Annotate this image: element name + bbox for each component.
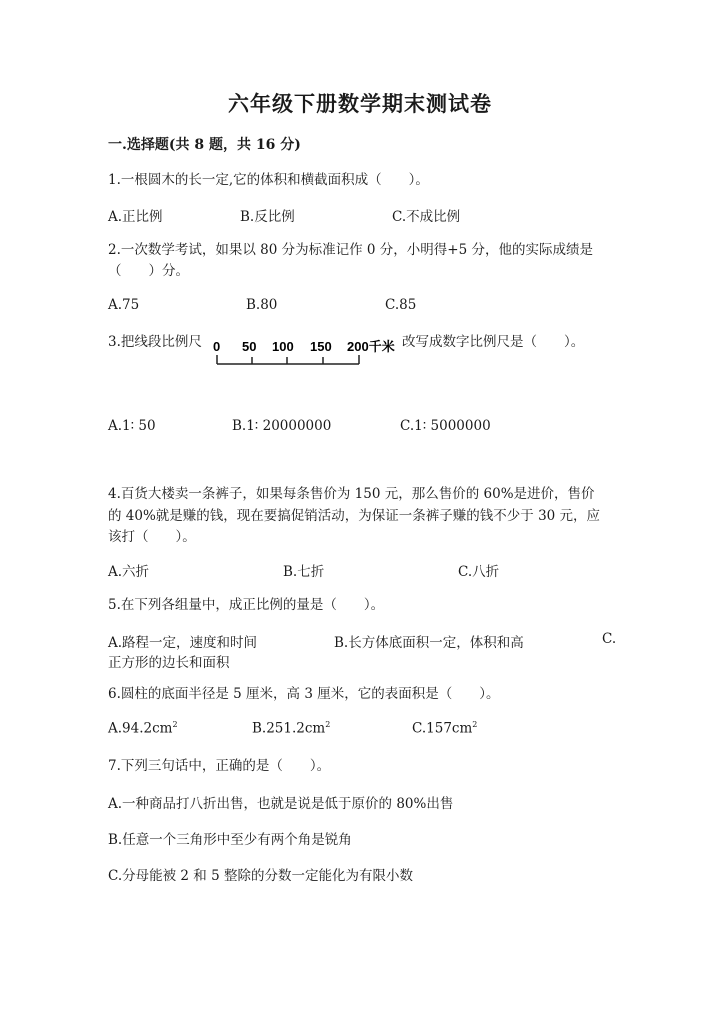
question-3-after: 改写成数字比例尺是（ ）。 <box>402 334 585 350</box>
q6-option-a: $A.94.2cm^2$ <box>108 720 178 737</box>
page-title: 六年级下册数学期末测试卷 <box>228 91 492 116</box>
q1-option-c: C.不成比例 <box>392 209 461 225</box>
section-heading: 一.选择题(共 8 题，共 16 分) <box>108 137 301 153</box>
q4-option-b: B.七折 <box>283 564 325 580</box>
q6-option-c: $C.157cm^2$ <box>412 720 478 737</box>
q2-option-b: B.80 <box>246 297 278 313</box>
q7-option-b: B.任意一个三角形中至少有两个角是锐角 <box>108 832 352 848</box>
question-2: 2.一次数学考试，如果以 80 分为标准记作 0 分，小明得+5 分，他的实际成绩是（ ）分。 <box>108 242 594 279</box>
q5-option-b: B.长方体底面积一定，体积和高 <box>334 635 524 651</box>
scale-tick-150: 150 <box>310 339 332 354</box>
q5-option-c-label: C. <box>602 631 617 647</box>
q1-option-a: A.正比例 <box>108 209 163 225</box>
q6-option-b: $B.251.2cm^2$ <box>252 720 331 737</box>
scale-tick-200: 200千米 <box>347 339 395 354</box>
question-7: 7.下列三句话中，正确的是（ ）。 <box>108 758 331 774</box>
scale-tick-50: 50 <box>242 339 257 354</box>
question-6: 6.圆柱的底面半径是 5 厘米，高 3 厘米，它的表面积是（ ）。 <box>108 686 500 702</box>
q3-option-a: A.1∶ 50 <box>108 418 156 434</box>
q7-option-a: A.一种商品打八折出售，也就是说是低于原价的 80%出售 <box>108 796 454 812</box>
question-5: 5.在下列各组量中，成正比例的量是（ ）。 <box>108 597 385 613</box>
q3-option-b: B.1∶ 20000000 <box>232 418 332 434</box>
q5-option-c-text: 正方形的边长和面积 <box>108 655 230 671</box>
scale-tick-0: 0 <box>213 339 221 354</box>
line-scale-figure <box>210 333 402 371</box>
q3-option-c: C.1∶ 5000000 <box>400 418 491 434</box>
q4-option-c: C.八折 <box>458 564 500 580</box>
q2-option-a: A.75 <box>108 297 140 313</box>
q5-option-a: A.路程一定，速度和时间 <box>108 635 258 651</box>
question-4: 4.百货大楼卖一条裤子，如果每条售价为 150 元，那么售价的 60%是进价，售价的 40%就是赚的钱，现在要搞促销活动，为保证一条裤子赚的钱不少于 30 元，应该打（ ）。 <box>108 486 601 545</box>
q2-option-c: C.85 <box>385 297 417 313</box>
question-3-before: 3.把线段比例尺 <box>108 334 202 350</box>
scale-tick-100: 100 <box>272 339 294 354</box>
question-1: 1.一根圆木的长一定,它的体积和横截面积成（ ）。 <box>108 172 429 188</box>
q4-option-a: A.六折 <box>108 564 150 580</box>
q7-option-c: C.分母能被 2 和 5 整除的分数一定能化为有限小数 <box>108 868 413 884</box>
q1-option-b: B.反比例 <box>240 209 295 225</box>
